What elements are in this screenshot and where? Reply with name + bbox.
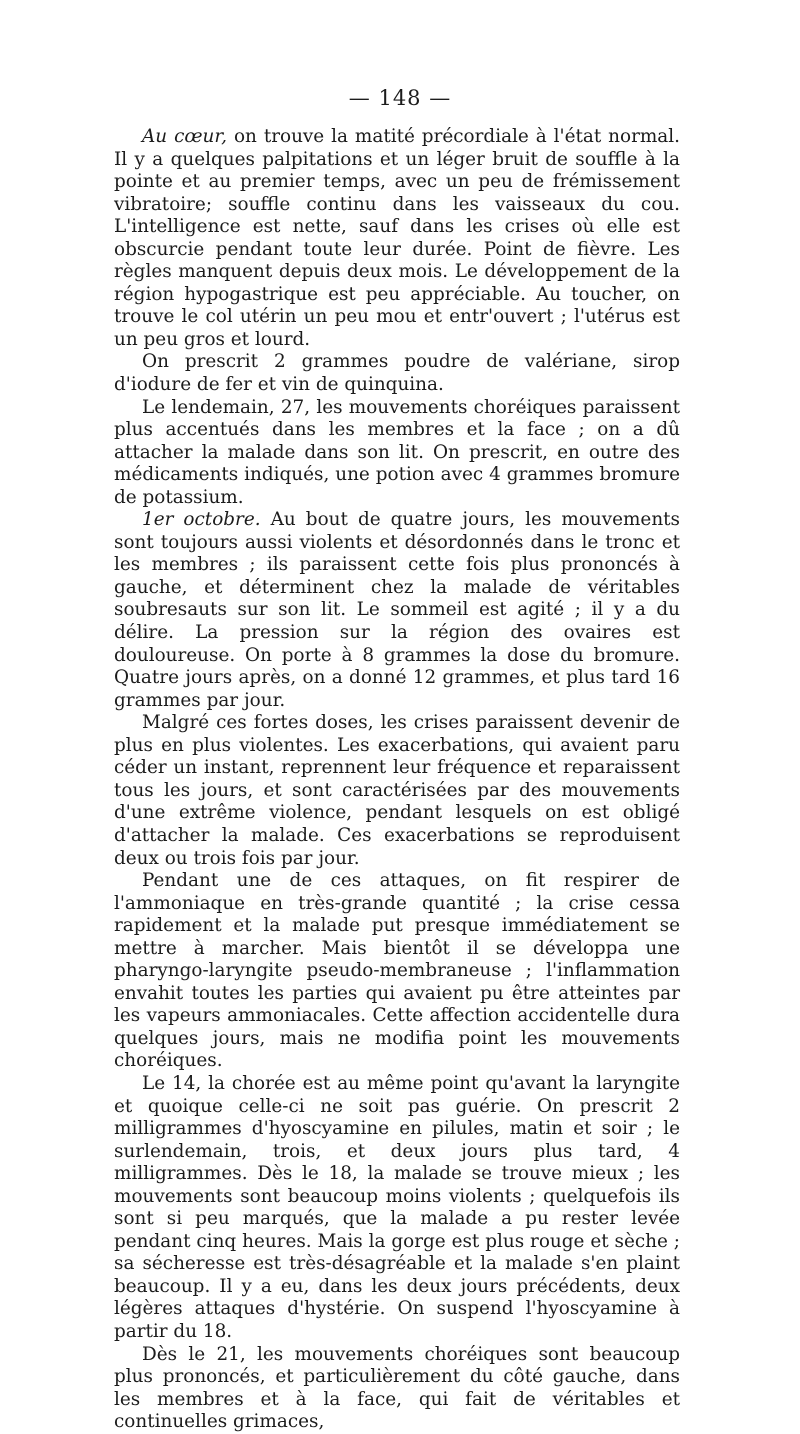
- page-number: — 148 —: [348, 86, 452, 110]
- paragraph-text: On prescrit 2 grammes poudre de valériane, sirop d'iodure de fer et vin de quinquina.: [114, 351, 680, 396]
- paragraph-text: Le lendemain, 27, les mouvements choréiques paraissent plus accentués dans les membres et la face ; on a dû attacher la malade dans son lit. On prescrit, en outre des médicaments indiqués, une potion avec 4 grammes bromure de potassium.: [114, 396, 680, 508]
- paragraph-text: Dès le 21, les mouvements choréiques sont beaucoup plus prononcés, et particulièrement du côté gauche, dans les membres et à la face, qui fait de véritables et continuelles grimaces,: [114, 1343, 680, 1433]
- paragraph: [114, 509, 680, 712]
- paragraph: [114, 351, 680, 396]
- body-text: [114, 126, 680, 1434]
- paragraph: [114, 397, 680, 510]
- paragraph-lead: 1er octobre.: [142, 509, 261, 531]
- paragraph-text: on trouve la matité précordiale à l'état normal. Il y a quelques palpitations et un léger bruit de souffle à la pointe et au premier temps, avec un peu de frémissement vibratoire; souffle continu dans les vaisseaux du cou. L'intelligence est nette, sauf dans les crises où elle est obscurcie pendant toute leur durée. Point de fièvre. Les règles manquent depuis deux mois. Le développement de la région hypogastrique est peu appréciable. Au toucher, on trouve le col utérin un peu mou et entr'ouvert ; l'utérus est un peu gros et lourd.: [114, 126, 680, 350]
- paragraph: [114, 870, 680, 1073]
- paragraph: [114, 126, 680, 351]
- paragraph: [114, 1073, 680, 1344]
- paragraph-lead: Au cœur,: [142, 126, 228, 147]
- paragraph: [114, 1344, 680, 1434]
- paragraph-text: Pendant une de ces attaques, on fit respirer de l'ammoniaque en très-grande quantité ; la crise cessa rapidement et la malade put presque immédiatement se mettre à marcher. Mais bientôt il se développa une pharyngo-laryngite pseudo-membraneuse ; l'inflammation envahit toutes les parties qui avaient pu être atteintes par les vapeurs ammoniacales. Cette affection accidentelle dura quelques jours, mais ne modifia point les mouvements choréiques.: [114, 870, 680, 1072]
- paragraph: [114, 712, 680, 870]
- paragraph-text: Au bout de quatre jours, les mouvements sont toujours aussi violents et désordonnés dans le tronc et les membres ; ils paraissent cette fois plus prononcés à gauche, et déterminent chez la malade de véritables soubresauts sur son lit. Le sommeil est agité ; il y a du délire. La pression sur la région des ovaires est douloureuse. On porte à 8 grammes la dose du bromure. Quatre jours après, on a donné 12 grammes, et plus tard 16 grammes par jour.: [114, 509, 680, 711]
- paragraph-text: Le 14, la chorée est au même point qu'avant la laryngite et quoique celle-ci ne soit pas guérie. On prescrit 2 milligrammes d'hyoscyamine en pilules, matin et soir ; le surlendemain, trois, et deux jours plus tard, 4 milligrammes. Dès le 18, la malade se trouve mieux ; les mouvements sont beaucoup moins violents ; quelquefois ils sont si peu marqués, que la malade a pu rester levée pendant cinq heures. Mais la gorge est plus rouge et sèche ; sa sécheresse est très-désagréable et la malade s'en plaint beaucoup. Il y a eu, dans les deux jours précédents, deux légères attaques d'hystérie. On suspend l'hyoscyamine à partir du 18.: [114, 1072, 680, 1342]
- paragraph-text: Malgré ces fortes doses, les crises paraissent devenir de plus en plus violentes. Les exacerbations, qui avaient paru céder un instant, reprennent leur fréquence et reparaissent tous les jours, et sont caractérisées par des mouvements d'une extrême violence, pendant lesquels on est obligé d'attacher la malade. Ces exacerbations se reproduisent deux ou trois fois par jour.: [114, 712, 680, 869]
